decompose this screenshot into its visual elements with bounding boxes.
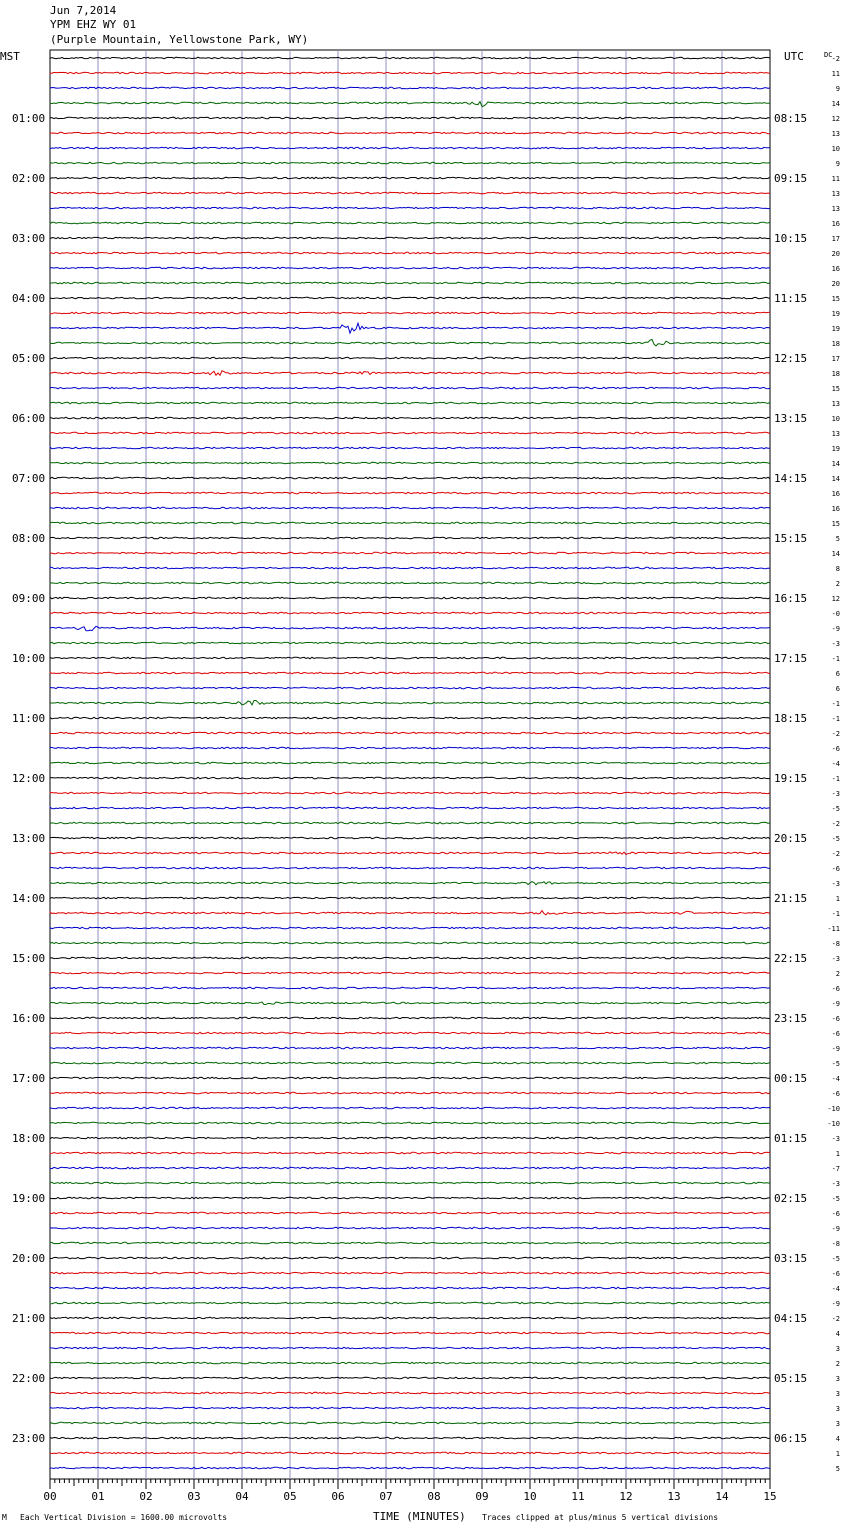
x-tick-label: 07 [379, 1490, 393, 1503]
dc-offset-label: 18 [831, 370, 840, 378]
trace-line [50, 1242, 770, 1244]
dc-offset-label: -6 [831, 1090, 840, 1098]
hour-label-left: 18:00 [12, 1132, 46, 1145]
trace-line [50, 162, 770, 164]
hour-label-left: 12:00 [12, 772, 46, 785]
dc-offset-label: -4 [831, 760, 840, 768]
hour-label-left: 02:00 [12, 172, 46, 185]
trace-line [50, 57, 770, 59]
trace-line [50, 1422, 770, 1424]
trace-line [50, 1182, 770, 1184]
trace-line [50, 177, 770, 179]
hour-label-right: 08:15 [774, 112, 808, 125]
trace-line [50, 1017, 770, 1019]
trace-line [50, 701, 770, 705]
dc-offset-label: 3 [835, 1420, 840, 1428]
dc-offset-label: -6 [831, 865, 840, 873]
x-tick-label: 04 [235, 1490, 249, 1503]
hour-label-left: 23:00 [12, 1432, 46, 1445]
dc-offset-label: -2 [831, 55, 840, 63]
trace-line [50, 87, 770, 89]
trace-line [50, 747, 770, 749]
hour-label-left: 05:00 [12, 352, 46, 365]
dc-offset-label: 3 [835, 1405, 840, 1413]
dc-offset-label: 9 [835, 160, 840, 168]
dc-offset-label: -9 [831, 1225, 840, 1233]
trace-line [50, 777, 770, 779]
dc-offset-label: -9 [831, 1300, 840, 1308]
dc-offset-label: -6 [831, 745, 840, 753]
hour-label-right: 13:15 [774, 412, 808, 425]
dc-offset-label: 3 [835, 1375, 840, 1383]
trace-line [50, 402, 770, 404]
x-tick-label: 10 [523, 1490, 537, 1503]
hour-label-left: 22:00 [12, 1372, 46, 1385]
x-tick-label: 11 [571, 1490, 585, 1503]
trace-line [50, 102, 770, 107]
dc-offset-label: -9 [831, 1000, 840, 1008]
plot-frame [50, 50, 770, 1479]
x-tick-label: 15 [763, 1490, 777, 1503]
dc-offset-label: -9 [831, 625, 840, 633]
dc-offset-label: -3 [831, 790, 840, 798]
trace-line [50, 1332, 770, 1334]
dc-offset-label: -1 [831, 775, 840, 783]
dc-offset-label: 15 [831, 385, 840, 393]
trace-line [50, 957, 770, 959]
hour-label-right: 04:15 [774, 1312, 808, 1325]
hour-label-right: 03:15 [774, 1252, 808, 1265]
x-tick-label: 03 [187, 1490, 201, 1503]
hour-label-left: 08:00 [12, 532, 46, 545]
hour-label-right: 17:15 [774, 652, 808, 665]
trace-line [50, 1032, 770, 1034]
trace-line [50, 867, 770, 869]
dc-offset-label: 5 [835, 535, 840, 543]
trace-line [50, 822, 770, 824]
dc-offset-label: -3 [831, 1180, 840, 1188]
trace-line [50, 1392, 770, 1394]
dc-offset-label: -2 [831, 1315, 840, 1323]
trace-line [50, 132, 770, 134]
dc-offset-label: 13 [831, 190, 840, 198]
hour-label-left: 09:00 [12, 592, 46, 605]
dc-offset-label: -1 [831, 715, 840, 723]
dc-offset-label: 15 [831, 520, 840, 528]
trace-line [50, 72, 770, 74]
trace-line [50, 626, 770, 630]
dc-offset-label: 13 [831, 205, 840, 213]
dc-offset-label: 2 [835, 580, 840, 588]
trace-line [50, 642, 770, 644]
trace-line [50, 147, 770, 149]
hour-label-right: 21:15 [774, 892, 808, 905]
dc-offset-label: 8 [835, 565, 840, 573]
x-tick-label: 08 [427, 1490, 441, 1503]
hour-label-left: 07:00 [12, 472, 46, 485]
trace-line [50, 297, 770, 299]
dc-offset-label: 19 [831, 325, 840, 333]
trace-line [50, 911, 770, 915]
trace-line [50, 417, 770, 419]
trace-line [50, 1092, 770, 1094]
dc-offset-label: 16 [831, 490, 840, 498]
dc-offset-label: -2 [831, 850, 840, 858]
trace-line [50, 972, 770, 974]
hour-label-right: 09:15 [774, 172, 808, 185]
hour-label-left: 04:00 [12, 292, 46, 305]
dc-offset-label: -1 [831, 655, 840, 663]
trace-line [50, 237, 770, 239]
trace-line [50, 1287, 770, 1289]
dc-offset-label: 19 [831, 445, 840, 453]
dc-offset-label: 10 [831, 415, 840, 423]
dc-offset-label: -9 [831, 1045, 840, 1053]
trace-line [50, 192, 770, 194]
dc-offset-label: 12 [831, 595, 840, 603]
dc-offset-label: -8 [831, 1240, 840, 1248]
dc-offset-label: -2 [831, 730, 840, 738]
dc-offset-label: 14 [831, 100, 840, 108]
dc-offset-label: 19 [831, 310, 840, 318]
trace-line [50, 1047, 770, 1049]
hour-label-right: 20:15 [774, 832, 808, 845]
trace-line [50, 852, 770, 855]
dc-offset-label: 2 [835, 1360, 840, 1368]
trace-line [50, 312, 770, 314]
hour-label-right: 01:15 [774, 1132, 808, 1145]
hour-label-right: 12:15 [774, 352, 808, 365]
x-tick-label: 02 [139, 1490, 153, 1503]
trace-line [50, 1272, 770, 1274]
trace-line [50, 1377, 770, 1379]
dc-offset-label: 14 [831, 475, 840, 483]
trace-line [50, 987, 770, 989]
trace-line [50, 1317, 770, 1319]
dc-offset-label: -2 [831, 820, 840, 828]
dc-offset-label: -10 [827, 1105, 840, 1113]
dc-offset-label: 20 [831, 280, 840, 288]
dc-offset-label: 11 [831, 175, 840, 183]
hour-label-left: 01:00 [12, 112, 46, 125]
dc-offset-label: -5 [831, 835, 840, 843]
hour-label-right: 18:15 [774, 712, 808, 725]
dc-offset-label: 20 [831, 250, 840, 258]
dc-offset-label: -5 [831, 1255, 840, 1263]
hour-label-left: 13:00 [12, 832, 46, 845]
trace-line [50, 1137, 770, 1139]
dc-offset-label: 13 [831, 130, 840, 138]
x-tick-label: 13 [667, 1490, 681, 1503]
dc-offset-label: -10 [827, 1120, 840, 1128]
dc-offset-label: -5 [831, 1195, 840, 1203]
dc-offset-label: 1 [835, 1150, 840, 1158]
dc-offset-label: 15 [831, 295, 840, 303]
trace-line [50, 897, 770, 899]
dc-offset-label: -6 [831, 1015, 840, 1023]
dc-offset-label: -6 [831, 985, 840, 993]
trace-line [50, 1302, 770, 1304]
trace-line [50, 387, 770, 389]
trace-line [50, 762, 770, 764]
dc-offset-label: -1 [831, 910, 840, 918]
dc-offset-label: 14 [831, 550, 840, 558]
trace-line [50, 1152, 770, 1154]
x-tick-label: 01 [91, 1490, 105, 1503]
trace-line [50, 1347, 770, 1349]
station-code: YPM EHZ WY 01 [50, 18, 137, 31]
dc-offset-label: 16 [831, 505, 840, 513]
trace-line [50, 1437, 770, 1439]
trace-line [50, 927, 770, 929]
dc-offset-label: 13 [831, 400, 840, 408]
hour-label-right: 14:15 [774, 472, 808, 485]
hour-label-left: 15:00 [12, 952, 46, 965]
dc-offset-label: -3 [831, 955, 840, 963]
hour-label-left: 17:00 [12, 1072, 46, 1085]
right-axis-title: UTC [784, 50, 804, 63]
dc-offset-label: 13 [831, 430, 840, 438]
trace-line [50, 672, 770, 674]
hour-label-left: 20:00 [12, 1252, 46, 1265]
dc-offset-label: 12 [831, 115, 840, 123]
hour-label-right: 11:15 [774, 292, 808, 305]
hour-label-left: 16:00 [12, 1012, 46, 1025]
dc-offset-label: 4 [835, 1330, 840, 1338]
trace-line [50, 492, 770, 494]
dc-offset-label: 3 [835, 1390, 840, 1398]
trace-line [50, 1227, 770, 1229]
x-tick-label: 12 [619, 1490, 633, 1503]
x-axis-title: TIME (MINUTES) [373, 1510, 466, 1523]
trace-line [50, 732, 770, 734]
trace-line [50, 1107, 770, 1109]
x-tick-label: 09 [475, 1490, 489, 1503]
trace-line [50, 1362, 770, 1364]
dc-offset-label: -4 [831, 1285, 840, 1293]
trace-line [50, 1122, 770, 1124]
trace-line [50, 1062, 770, 1064]
dc-offset-label: 9 [835, 85, 840, 93]
plot-date: Jun 7,2014 [50, 4, 117, 17]
trace-line [50, 552, 770, 554]
dc-offset-label: 10 [831, 145, 840, 153]
dc-offset-label: -5 [831, 805, 840, 813]
dc-offset-label: 1 [835, 895, 840, 903]
trace-line [50, 522, 770, 524]
hour-label-left: 03:00 [12, 232, 46, 245]
dc-offset-label: 6 [835, 670, 840, 678]
trace-line [50, 1467, 770, 1469]
dc-offset-label: -8 [831, 940, 840, 948]
dc-offset-label: 14 [831, 460, 840, 468]
trace-line [50, 252, 770, 254]
trace-line [50, 1257, 770, 1259]
hour-label-right: 02:15 [774, 1192, 808, 1205]
dc-offset-label: 17 [831, 355, 840, 363]
trace-line [50, 1452, 770, 1454]
dc-offset-label: -3 [831, 1135, 840, 1143]
hour-label-left: 10:00 [12, 652, 46, 665]
trace-line [50, 323, 770, 333]
dc-offset-label: -3 [831, 880, 840, 888]
trace-line [50, 657, 770, 659]
trace-line [50, 207, 770, 209]
clip-note: Traces clipped at plus/minus 5 vertical divisions [482, 1513, 719, 1522]
trace-line [50, 1212, 770, 1214]
trace-line [50, 837, 770, 839]
hour-label-right: 06:15 [774, 1432, 808, 1445]
dc-offset-label: -6 [831, 1270, 840, 1278]
hour-label-right: 05:15 [774, 1372, 808, 1385]
corner-mark: M [2, 1513, 7, 1522]
trace-line [50, 117, 770, 119]
dc-offset-label: 11 [831, 70, 840, 78]
dc-offset-label: 18 [831, 340, 840, 348]
scale-note: Each Vertical Division = 1600.00 microvolts [20, 1513, 228, 1522]
trace-line [50, 1167, 770, 1169]
dc-offset-label: 17 [831, 235, 840, 243]
dc-offset-label: -6 [831, 1030, 840, 1038]
trace-line [50, 717, 770, 719]
station-location: (Purple Mountain, Yellowstone Park, WY) [50, 33, 309, 46]
dc-offset-label: 4 [835, 1435, 840, 1443]
left-axis-title: MST [0, 50, 20, 63]
trace-line [50, 282, 770, 284]
trace-line [50, 462, 770, 464]
hour-label-right: 00:15 [774, 1072, 808, 1085]
dc-offset-label: 5 [835, 1465, 840, 1473]
dc-offset-label: -5 [831, 1060, 840, 1068]
trace-line [50, 1197, 770, 1199]
x-tick-label: 05 [283, 1490, 297, 1503]
hour-label-left: 11:00 [12, 712, 46, 725]
dc-offset-label: -11 [827, 925, 840, 933]
dc-offset-label: -0 [831, 610, 840, 618]
dc-offset-label: 1 [835, 1450, 840, 1458]
trace-line [50, 1407, 770, 1409]
trace-line [50, 267, 770, 269]
hour-label-right: 22:15 [774, 952, 808, 965]
hour-label-right: 15:15 [774, 532, 808, 545]
x-tick-label: 14 [715, 1490, 729, 1503]
trace-line [50, 222, 770, 224]
dc-label: DC [824, 51, 833, 59]
hour-label-right: 19:15 [774, 772, 808, 785]
hour-label-right: 23:15 [774, 1012, 808, 1025]
trace-line [50, 371, 770, 375]
trace-line [50, 942, 770, 944]
trace-line [50, 687, 770, 689]
dc-offset-label: 2 [835, 970, 840, 978]
trace-line [50, 447, 770, 449]
trace-line [50, 339, 770, 346]
dc-offset-label: -4 [831, 1075, 840, 1083]
dc-offset-label: -1 [831, 700, 840, 708]
hour-label-left: 06:00 [12, 412, 46, 425]
x-tick-label: 00 [43, 1490, 57, 1503]
trace-line [50, 507, 770, 509]
trace-line [50, 1077, 770, 1079]
dc-offset-label: 3 [835, 1345, 840, 1353]
trace-line [50, 1002, 770, 1005]
hour-label-left: 14:00 [12, 892, 46, 905]
trace-line [50, 582, 770, 584]
trace-line [50, 357, 770, 359]
trace-line [50, 567, 770, 569]
hour-label-right: 10:15 [774, 232, 808, 245]
trace-line [50, 537, 770, 539]
dc-offset-label: -6 [831, 1210, 840, 1218]
hour-label-left: 19:00 [12, 1192, 46, 1205]
dc-offset-label: -3 [831, 640, 840, 648]
hour-label-left: 21:00 [12, 1312, 46, 1325]
trace-line [50, 792, 770, 794]
trace-line [50, 597, 770, 599]
trace-line [50, 807, 770, 809]
dc-offset-label: 16 [831, 220, 840, 228]
hour-label-right: 16:15 [774, 592, 808, 605]
dc-offset-label: 6 [835, 685, 840, 693]
trace-line [50, 477, 770, 479]
trace-line [50, 882, 770, 885]
trace-line [50, 612, 770, 614]
trace-line [50, 432, 770, 434]
dc-offset-label: -7 [831, 1165, 840, 1173]
x-tick-label: 06 [331, 1490, 345, 1503]
dc-offset-label: 16 [831, 265, 840, 273]
